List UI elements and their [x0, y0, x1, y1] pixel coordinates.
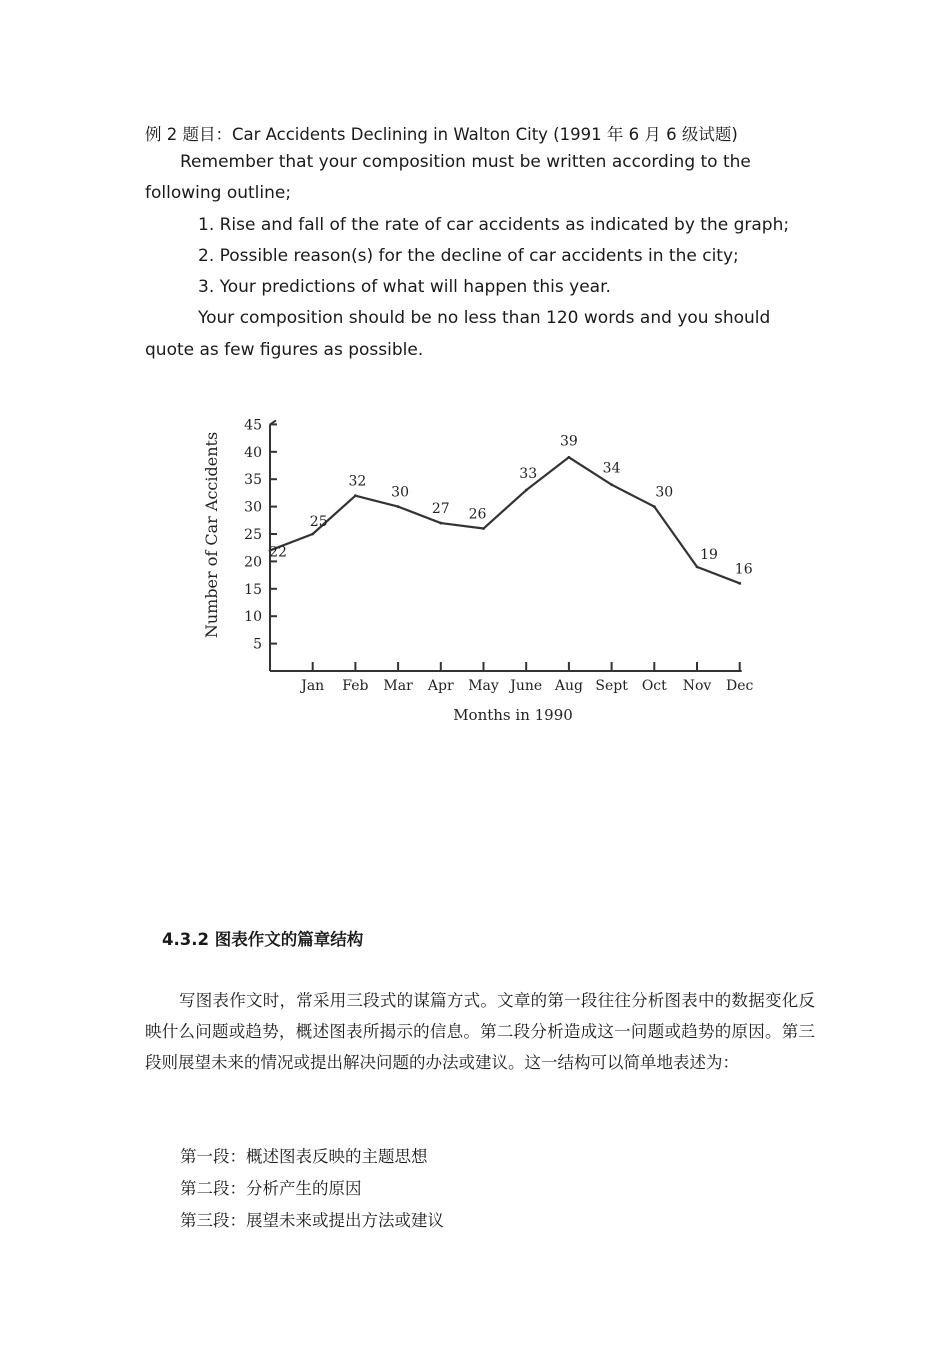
y-tick-label: 35 — [244, 472, 262, 489]
outline-item-1: 1. Rise and fall of the rate of car accidents as indicated by the graph; — [198, 215, 790, 235]
data-point — [482, 527, 485, 530]
data-point — [311, 533, 314, 536]
x-tick-label: Apr — [427, 678, 454, 694]
data-label: 25 — [309, 514, 328, 530]
y-tick-label: 10 — [244, 609, 262, 626]
data-label: 27 — [431, 501, 450, 518]
data-point — [568, 456, 571, 459]
x-tick-label: Oct — [641, 678, 667, 694]
x-tick-label: Jan — [301, 678, 325, 694]
section-heading: 4.3.2 图表作文的篇章结构 — [162, 930, 364, 949]
y-tick-label: 15 — [244, 581, 262, 598]
x-tick-label: Aug — [554, 678, 583, 694]
y-tick-label: 5 — [253, 636, 262, 653]
chart-axes — [270, 420, 742, 671]
data-label: 16 — [734, 561, 753, 578]
data-label: 30 — [391, 484, 410, 501]
task-intro-line-1: Remember that your composition must be written according to the — [180, 152, 751, 172]
data-point — [439, 522, 442, 525]
y-axis-ticks — [244, 417, 277, 652]
x-tick-label: Sept — [595, 678, 628, 694]
structure-paragraph: 写图表作文时，常采用三段式的谋篇方式。文章的第一段往往分析图表中的数据变化反映什么问题或趋势，概述图表所揭示的信息。第二段分析造成这一问题或趋势的原因。第三段则展望未来的情况或提出解决问题的办法或建议。这一结构可以简单地表述为： — [145, 991, 815, 1072]
data-label: 30 — [655, 484, 674, 501]
series-line-car-accidents — [270, 457, 740, 583]
data-point — [653, 505, 656, 508]
outline-item-3: 3. Your predictions of what will happen this year. — [198, 277, 611, 297]
y-tick-label: 25 — [244, 527, 262, 543]
data-point — [354, 494, 357, 497]
y-axis-title: Number of Car Accidents — [202, 431, 221, 639]
x-tick-label: Nov — [682, 678, 712, 694]
data-label: 22 — [269, 544, 287, 561]
y-tick-label: 20 — [244, 554, 262, 571]
y-tick-label: 30 — [244, 499, 262, 516]
outline-item-2: 2. Possible reason(s) for the decline of car accidents in the city; — [198, 246, 739, 266]
structure-item-2: 第二段：分析产生的原因 — [180, 1179, 362, 1198]
data-label: 32 — [348, 473, 367, 490]
x-tick-label: June — [510, 678, 543, 694]
data-points — [269, 456, 741, 585]
data-label: 26 — [468, 506, 487, 523]
data-point — [525, 489, 528, 492]
structure-item-1: 第一段：概述图表反映的主题思想 — [180, 1147, 428, 1166]
x-tick-label: Dec — [726, 678, 754, 694]
task-title: 例 2 题目：Car Accidents Declining in Walton City (1991 年 6 月 6 级试题) — [145, 125, 738, 144]
requirement-line-1: Your composition should be no less than 120 words and you should — [198, 308, 771, 328]
data-point — [610, 483, 613, 486]
data-label: 33 — [519, 466, 538, 483]
task-intro-line-2: following outline; — [145, 183, 292, 203]
data-point — [738, 582, 741, 585]
structure-item-3: 第三段：展望未来或提出方法或建议 — [180, 1211, 444, 1230]
data-point — [397, 505, 400, 508]
x-tick-label: Mar — [383, 678, 413, 694]
x-axis-ticks — [299, 662, 753, 694]
y-tick-label: 45 — [244, 417, 262, 434]
x-tick-label: Feb — [342, 678, 369, 694]
x-tick-label: May — [468, 678, 499, 694]
data-label: 39 — [559, 433, 578, 450]
x-axis-title: Months in 1990 — [453, 706, 573, 724]
y-tick-label: 40 — [244, 444, 262, 461]
data-point — [696, 565, 699, 568]
data-label: 19 — [700, 546, 718, 563]
data-label: 34 — [602, 460, 621, 477]
car-accidents-line-chart — [190, 405, 770, 735]
requirement-line-2: quote as few figures as possible. — [145, 340, 424, 360]
